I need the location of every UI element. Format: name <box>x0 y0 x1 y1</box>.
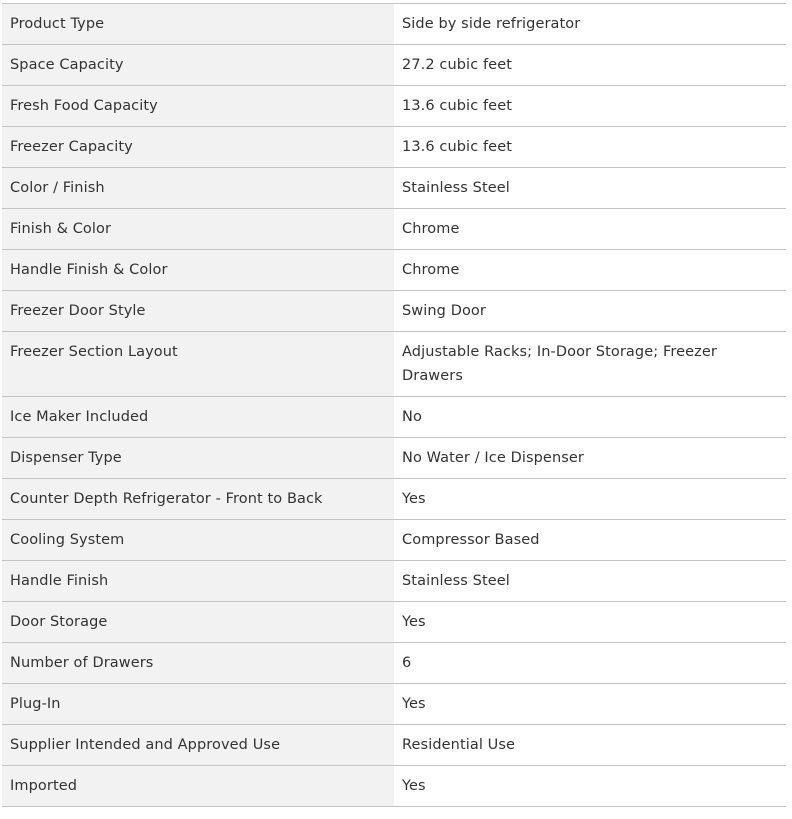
spec-label: Fresh Food Capacity <box>2 86 394 127</box>
table-row <box>2 127 786 168</box>
spec-value: 6 <box>394 643 786 684</box>
table-row <box>2 4 786 45</box>
spec-value: Compressor Based <box>394 520 786 561</box>
spec-label: Supplier Intended and Approved Use <box>2 725 394 766</box>
spec-label: Plug-In <box>2 684 394 725</box>
spec-value: 13.6 cubic feet <box>394 86 786 127</box>
spec-label: Ice Maker Included <box>2 397 394 438</box>
table-row <box>2 725 786 766</box>
spec-value: Side by side refrigerator <box>394 4 786 45</box>
table-row <box>2 209 786 250</box>
spec-value: Yes <box>394 766 786 807</box>
spec-label: Product Type <box>2 4 394 45</box>
spec-label: Handle Finish <box>2 561 394 602</box>
spec-label: Imported <box>2 766 394 807</box>
spec-value: No Water / Ice Dispenser <box>394 438 786 479</box>
spec-label: Freezer Door Style <box>2 291 394 332</box>
spec-value: Swing Door <box>394 291 786 332</box>
spec-label: Cooling System <box>2 520 394 561</box>
spec-value: Residential Use <box>394 725 786 766</box>
table-row <box>2 479 786 520</box>
table-row <box>2 438 786 479</box>
spec-value: 27.2 cubic feet <box>394 45 786 86</box>
table-row <box>2 45 786 86</box>
table-row <box>2 86 786 127</box>
spec-label: Counter Depth Refrigerator - Front to Back <box>2 479 394 520</box>
spec-value: 13.6 cubic feet <box>394 127 786 168</box>
spec-label: Space Capacity <box>2 45 394 86</box>
spec-label: Dispenser Type <box>2 438 394 479</box>
spec-value: Yes <box>394 479 786 520</box>
table-row <box>2 291 786 332</box>
table-row <box>2 602 786 643</box>
spec-value: Yes <box>394 684 786 725</box>
table-row <box>2 561 786 602</box>
spec-value: Chrome <box>394 250 786 291</box>
spec-value: Stainless Steel <box>394 561 786 602</box>
table-row <box>2 168 786 209</box>
spec-value: No <box>394 397 786 438</box>
table-row <box>2 684 786 725</box>
spec-label: Color / Finish <box>2 168 394 209</box>
table-row <box>2 332 786 397</box>
spec-value: Adjustable Racks; In-Door Storage; Freezer Drawers <box>394 332 786 397</box>
spec-label: Freezer Capacity <box>2 127 394 168</box>
spec-label: Number of Drawers <box>2 643 394 684</box>
spec-value: Chrome <box>394 209 786 250</box>
table-row <box>2 520 786 561</box>
table-row <box>2 766 786 807</box>
table-row <box>2 250 786 291</box>
specifications-body <box>2 4 786 807</box>
spec-value: Yes <box>394 602 786 643</box>
spec-label: Handle Finish & Color <box>2 250 394 291</box>
spec-label: Finish & Color <box>2 209 394 250</box>
spec-label: Freezer Section Layout <box>2 332 394 397</box>
table-row <box>2 643 786 684</box>
spec-value: Stainless Steel <box>394 168 786 209</box>
spec-label: Door Storage <box>2 602 394 643</box>
specifications-table <box>2 3 786 807</box>
table-row <box>2 397 786 438</box>
